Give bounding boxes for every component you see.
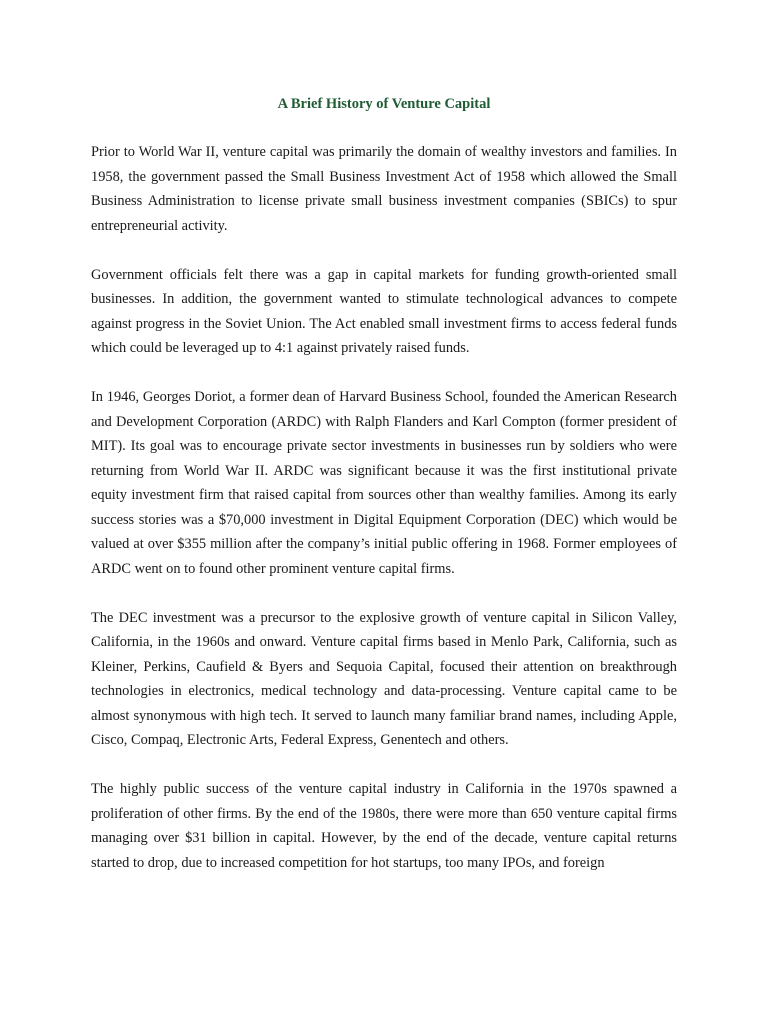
paragraph-government-officials: Government officials felt there was a gap in capital markets for funding growth-oriented small businesses. In addition, the government wanted to stimulate technological advances to compete against progress in the Soviet Union. The Act enabled small investment firms to access federal funds which could be leveraged up to 4:1 against privately raised funds. xyxy=(91,266,677,356)
document-title: A Brief History of Venture Capital xyxy=(277,96,491,112)
paragraph-california-success: The highly public success of the venture capital industry in California in the 1970s spawned a proliferation of other firms. By the end of the 1980s, there were more than 650 venture capital firms managing over $31 billion in capital. However, by the end of the decade, venture capital returns started to drop, due to increased competition for hot startups, too many IPOs, and foreign xyxy=(91,781,677,871)
paragraph-ardc-1946: In 1946, Georges Doriot, a former dean of Harvard Business School, founded the American Research and Development Corporation (ARDC) with Ralph Flanders and Karl Compton (former president of MIT). Its goal was to encourage private sector investments in businesses run by soldiers who were returning from World War II. ARDC was significant because it was the first institutional private equity investment firm that raised capital from sources other than wealthy families. Among its early success stories was a $70,000 investment in Digital Equipment Corporation (DEC) which would be valued at over $355 million after the company’s initial public offering in 1968. Former employees of ARDC went on to found other prominent venture capital firms. xyxy=(91,389,677,577)
paragraph-dec-investment: The DEC investment was a precursor to the explosive growth of venture capital in Silicon Valley, California, in the 1960s and onward. Venture capital firms based in Menlo Park, California, such as Kleiner, Perkins, Caufield & Byers and Sequoia Capital, focused their attention on breakthrough technologies in electronics, medical technology and data-processing. Venture capital came to be almost synonymous with high tech. It served to launch many familiar brand names, including Apple, Cisco, Compaq, Electronic Arts, Federal Express, Genentech and others. xyxy=(91,609,677,748)
paragraph-prior-to-wwii: Prior to World War II, venture capital was primarily the domain of wealthy investors and families. In 1958, the government passed the Small Business Investment Act of 1958 which allowed the Small Business Administration to license private small business investment companies (SBICs) to spur entrepreneurial activity. xyxy=(91,144,677,234)
